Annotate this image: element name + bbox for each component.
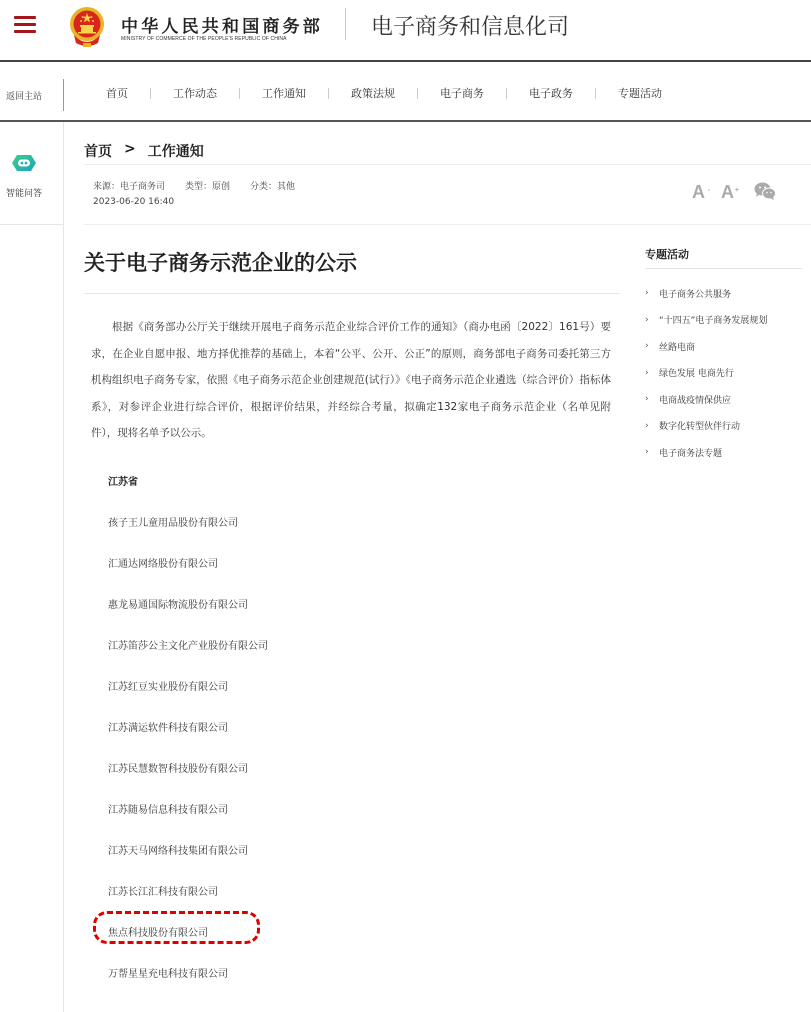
meta-source: 来源：电子商务司 (93, 182, 166, 192)
meta-date: 2023-06-20 16:40 (93, 197, 175, 207)
article-body: 根据《商务部办公厅关于继续开展电子商务示范企业综合评价工作的通知》（商办电函〔2022〕161号）要求，在企业自愿申报、地方择优推荐的基础上，本着“公平、公开、公正”的原则，商务部电子商务司委托第三方机构组织电子商务专家，依照《电子商务示范企业创建规范(试行）》《电子商务示范企业遴选（综合评价）指标体系》，对参评企业进行综合评价，根据评价结果，并经综合考量，拟确定132家电子商务示范企业（名单见附件），现将名单予以公示。 (91, 321, 611, 439)
back-to-main-site-link[interactable]: 返回主站 (6, 92, 43, 102)
nav-item-special-topics[interactable]: 专题活动 (618, 87, 662, 100)
sidebar-item-ecommerce-public-service[interactable]: › 电子商务公共服务 (645, 288, 732, 300)
chevron-right-icon: › (645, 288, 649, 299)
company-item: 江苏民慧数智科技股份有限公司 (108, 764, 248, 775)
nav-item-policies[interactable]: 政策法规 (351, 87, 395, 100)
company-item: 汇通达网络股份有限公司 (108, 559, 218, 570)
smart-qa-button[interactable] (0, 122, 64, 225)
chevron-right-icon: › (645, 314, 649, 325)
breadcrumb-current[interactable]: 工作通知 (147, 144, 204, 160)
sidebar-item-epidemic-supply[interactable]: › 电商战疫情保供应 (645, 394, 732, 406)
chevron-right-icon: › (645, 394, 649, 405)
divider (84, 293, 620, 294)
sidebar-item-ecommerce-law[interactable]: › 电子商务法专题 (645, 447, 723, 459)
nav-item-work-notices[interactable]: 工作通知 (262, 87, 306, 100)
company-item: 江苏长江汇科技有限公司 (108, 887, 218, 898)
company-item: 惠龙易通国际物流股份有限公司 (108, 600, 248, 611)
smart-qa-label: 智能问答 (6, 189, 43, 199)
divider (84, 224, 811, 225)
breadcrumb-separator: > (124, 141, 136, 157)
national-emblem-icon[interactable] (68, 5, 106, 49)
company-item: 江苏满运软件科技有限公司 (108, 723, 228, 734)
breadcrumb-home[interactable]: 首页 (84, 144, 112, 160)
article-title: 关于电子商务示范企业的公示 (84, 251, 357, 275)
company-item: 孩子王儿童用品股份有限公司 (108, 518, 238, 529)
ministry-name-cn[interactable]: 中华人民共和国商务部 (121, 17, 323, 37)
nav-item-e-government[interactable]: 电子政务 (529, 87, 573, 100)
font-decrease-button[interactable]: A - (692, 182, 710, 202)
department-title[interactable]: 电子商务和信息化司 (371, 15, 570, 40)
sidebar-title: 专题活动 (645, 248, 689, 261)
company-item: 江苏笛莎公主文化产业股份有限公司 (108, 641, 268, 652)
divider (84, 164, 811, 165)
divider (645, 268, 802, 269)
company-item-highlighted: 焦点科技股份有限公司 (108, 928, 208, 939)
sidebar-item-green-development[interactable]: › 绿色发展 电商先行 (645, 367, 734, 380)
chevron-right-icon: › (645, 367, 649, 378)
nav-item-home[interactable]: 首页 (106, 87, 128, 100)
header-divider (345, 8, 346, 40)
province-heading: 江苏省 (108, 477, 138, 488)
company-item: 江苏天马网络科技集团有限公司 (108, 846, 248, 857)
meta-category: 分类：其他 (250, 182, 296, 192)
company-item: 江苏红豆实业股份有限公司 (108, 682, 228, 693)
chevron-right-icon: › (645, 447, 649, 458)
chevron-right-icon: › (645, 341, 649, 352)
company-item: 万帮星星充电科技有限公司 (108, 969, 228, 980)
robot-icon (11, 154, 37, 172)
article-tools (692, 182, 776, 202)
chevron-right-icon: › (645, 420, 649, 431)
nav-item-work-news[interactable]: 工作动态 (173, 87, 217, 100)
sidebar-item-silk-road-ecommerce[interactable]: › 丝路电商 (645, 341, 696, 353)
company-item: 江苏随易信息科技有限公司 (108, 805, 228, 816)
hamburger-icon[interactable] (14, 16, 36, 34)
article-meta (93, 179, 295, 192)
ministry-name-en: MINISTRY OF COMMERCE OF THE PEOPLE'S REPUBLIC OF CHINA (121, 36, 287, 42)
breadcrumb (84, 141, 204, 161)
nav-item-e-commerce[interactable]: 电子商务 (440, 87, 484, 100)
wechat-icon[interactable] (754, 182, 776, 200)
left-rail (0, 122, 64, 1012)
site-header (0, 0, 811, 62)
sidebar-list (645, 280, 767, 466)
main-nav (0, 62, 811, 122)
sidebar-item-digital-transformation[interactable]: › 数字化转型伙伴行动 (645, 420, 741, 433)
nav-divider (63, 79, 64, 111)
sidebar-item-14th-five-year-plan[interactable]: › “十四五”电子商务发展规划 (645, 314, 768, 327)
meta-type: 类型：原创 (185, 182, 231, 192)
font-increase-button[interactable]: A + (721, 182, 739, 202)
nav-items (84, 85, 684, 101)
